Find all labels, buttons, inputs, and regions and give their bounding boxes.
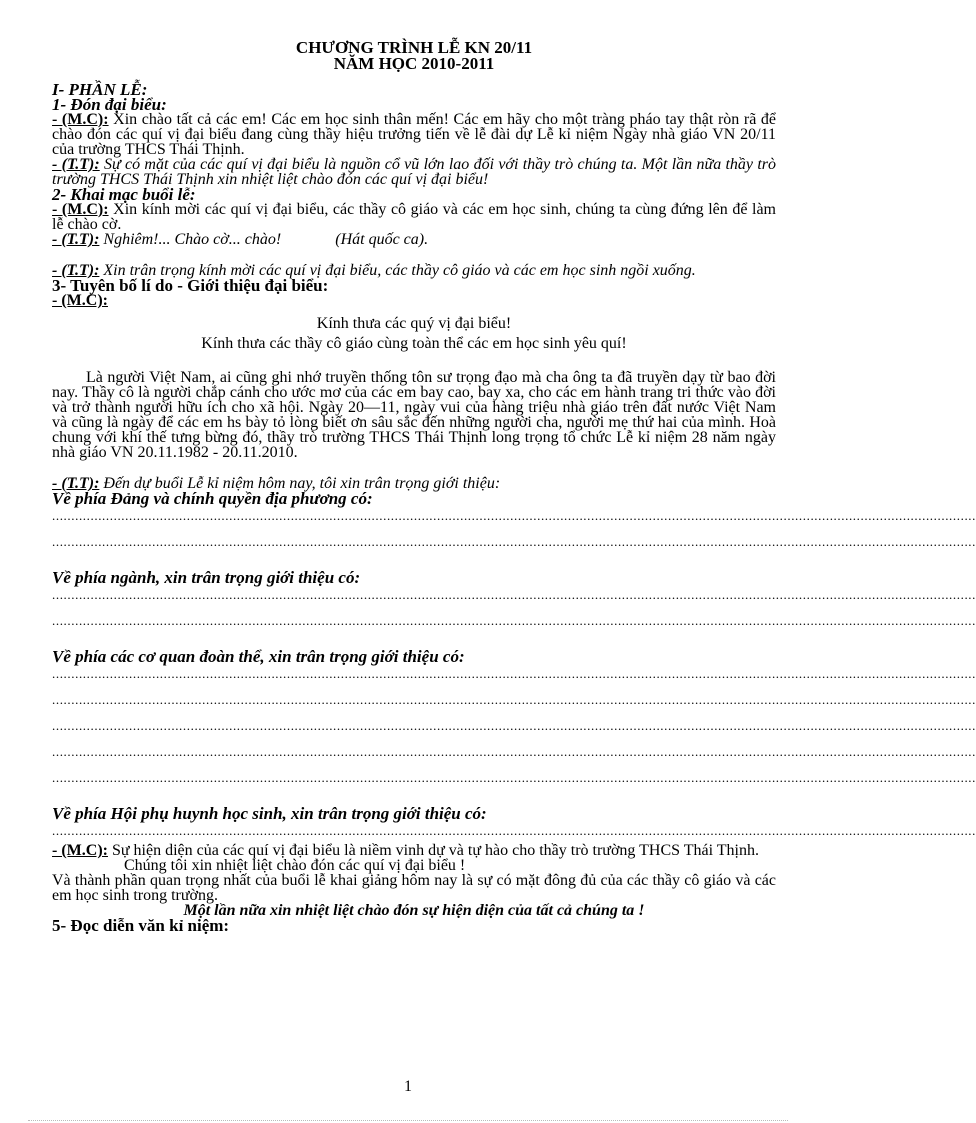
document-page <box>52 38 976 935</box>
mc-text: Xin kính mời các quí vị đại biểu, các thầy cô giáo và các em học sinh, chúng ta cùng đứng lên để làm lễ chào cờ. <box>52 201 777 233</box>
fill-line: ................................................................................................................................................................................................................................................ <box>52 744 976 759</box>
fill-line: ................................................................................................................................................................................................................................................ <box>52 718 976 733</box>
tt-label: - (T.T): <box>52 156 100 173</box>
section3-heading: 3- Tuyên bố lí do - Giới thiệu đại biểu: <box>52 276 329 295</box>
anthem-note: (Hát quốc ca). <box>335 231 429 248</box>
fill-line: ................................................................................................................................................................................................................................................ <box>52 666 976 681</box>
tt-text: Nghiêm!... Chào cờ... chào! <box>99 231 282 248</box>
fill-line: ................................................................................................................................................................................................................................................ <box>52 770 976 785</box>
section2-heading: 2- Khai mạc buổi lễ: <box>52 185 196 204</box>
tt-text: Đến dự buổi Lễ kỉ niệm hôm nay, tôi xin trân trọng giới thiệu: <box>99 475 501 492</box>
group-parents-heading: Về phía Hội phụ huynh học sinh, xin trân trọng giới thiệu có: <box>52 804 487 823</box>
group-unions-heading: Về phía các cơ quan đoàn thể, xin trân trọng giới thiệu có: <box>52 647 465 666</box>
section1-tt <box>52 157 776 187</box>
fill-line: ................................................................................................................................................................................................................................................ <box>52 692 976 707</box>
fill-line: ................................................................................................................................................................................................................................................ <box>52 587 976 602</box>
mc-label: - (M.C): <box>52 111 109 128</box>
closing-bold-line: Một lần nữa xin nhiệt liệt chào đón sự hiện diện của tất cả chúng ta ! <box>183 902 645 919</box>
fill-line: ................................................................................................................................................................................................................................................ <box>52 613 976 628</box>
group-party-heading: Về phía Đảng và chính quyền địa phương có: <box>52 489 373 508</box>
tt-label: - (T.T): <box>52 475 100 492</box>
part1-heading: I- PHẦN LỄ: <box>52 80 148 99</box>
section3-mc2 <box>52 843 776 858</box>
tt-text: Xin trân trọng kính mời các quí vị đại biểu, các thầy cô giáo và các em học sinh ngồi xuống. <box>99 262 696 279</box>
closing-line: Và thành phần quan trọng nhất của buổi lễ khai giảng hôm nay là sự có mặt đông đủ của các thầy cô giáo và các em học sinh trong trường. <box>52 872 776 904</box>
page-bottom-border <box>28 1120 788 1121</box>
tt-label: - (T.T): <box>52 262 100 279</box>
greeting-teachers: Kính thưa các thầy cô giáo cùng toàn thể các em học sinh yêu quí! <box>201 335 627 352</box>
doc-title-line2: NĂM HỌC 2010-2011 <box>333 54 495 73</box>
section2-mc <box>52 202 776 232</box>
section2-tt <box>52 232 776 247</box>
mc-label: - (M.C): <box>52 292 108 309</box>
welcome-line: Chúng tôi xin nhiệt liệt chào đón các quí vị đại biểu ! <box>124 857 466 874</box>
section1-mc <box>52 112 776 157</box>
fill-line: ................................................................................................................................................................................................................................................ <box>52 508 976 523</box>
mc-label: - (M.C): <box>52 201 109 218</box>
tt-text: Sự có mặt của các quí vị đại biểu là nguồn cổ vũ lớn lao đối với thầy trò chúng ta. Một lần nữa thầy trò trường THCS Thái Thịnh xin nhiệt liệt chào đón các quí vị đại biểu! <box>52 156 777 188</box>
mc-text: Sự hiện diện của các quí vị đại biểu là niềm vinh dự và tự hào cho thầy trò trường THCS Thái Thịnh. <box>107 842 759 859</box>
mc-label: - (M.C): <box>52 842 108 859</box>
opening-paragraph: Là người Việt Nam, ai cũng ghi nhớ truyền thống tôn sư trọng đạo mà cha ông ta đã truyền dạy từ bao đời nay. Thầy cô là người chắp cánh cho ước mơ của các em bay cao, bay xa, cho các em hành trang tri thức vào đời và trở thành người hữu ích cho xã hội. Ngày 20—11, ngày vui của hàng triệu nhà giáo trên đất nước Việt Nam và cũng là ngày để các em hs bày tỏ lòng biết ơn sâu sắc đến những người cha, người mẹ thứ hai của mình. Hoà chung với khí thế tưng bừng đó, thầy trò trường THCS Thái Thịnh long trọng tổ chức Lễ kỉ niệm 28 năm ngày nhà giáo VN 20.11.1982 - 20.11.2010. <box>52 369 776 461</box>
greeting-guests: Kính thưa các quý vị đại biểu! <box>316 315 512 332</box>
group-sector-heading: Về phía ngành, xin trân trọng giới thiệu có: <box>52 568 361 587</box>
mc-text: Xin chào tất cả các em! Các em học sinh thân mến! Các em hãy cho một tràng pháo tay thật ròn rã để chào đón các quí vị đại biểu đang cùng thầy hiệu trưởng tiến về lễ đài dự Lễ kỉ niệm Ngày nhà giáo VN 20/11 của trường THCS Thái Thịnh. <box>52 111 777 158</box>
doc-title-line1: CHƯƠNG TRÌNH LỄ KN 20/11 <box>295 38 533 57</box>
fill-line: ................................................................................................................................................................................................................................................ <box>52 534 976 549</box>
fill-line: ................................................................................................................................................................................................................................................ <box>52 823 976 838</box>
page-number: 1 <box>404 1078 412 1095</box>
section1-heading: 1- Đón đại biểu: <box>52 95 167 114</box>
section5-heading: 5- Đọc diễn văn kỉ niệm: <box>52 916 230 935</box>
tt-label: - (T.T): <box>52 231 100 248</box>
